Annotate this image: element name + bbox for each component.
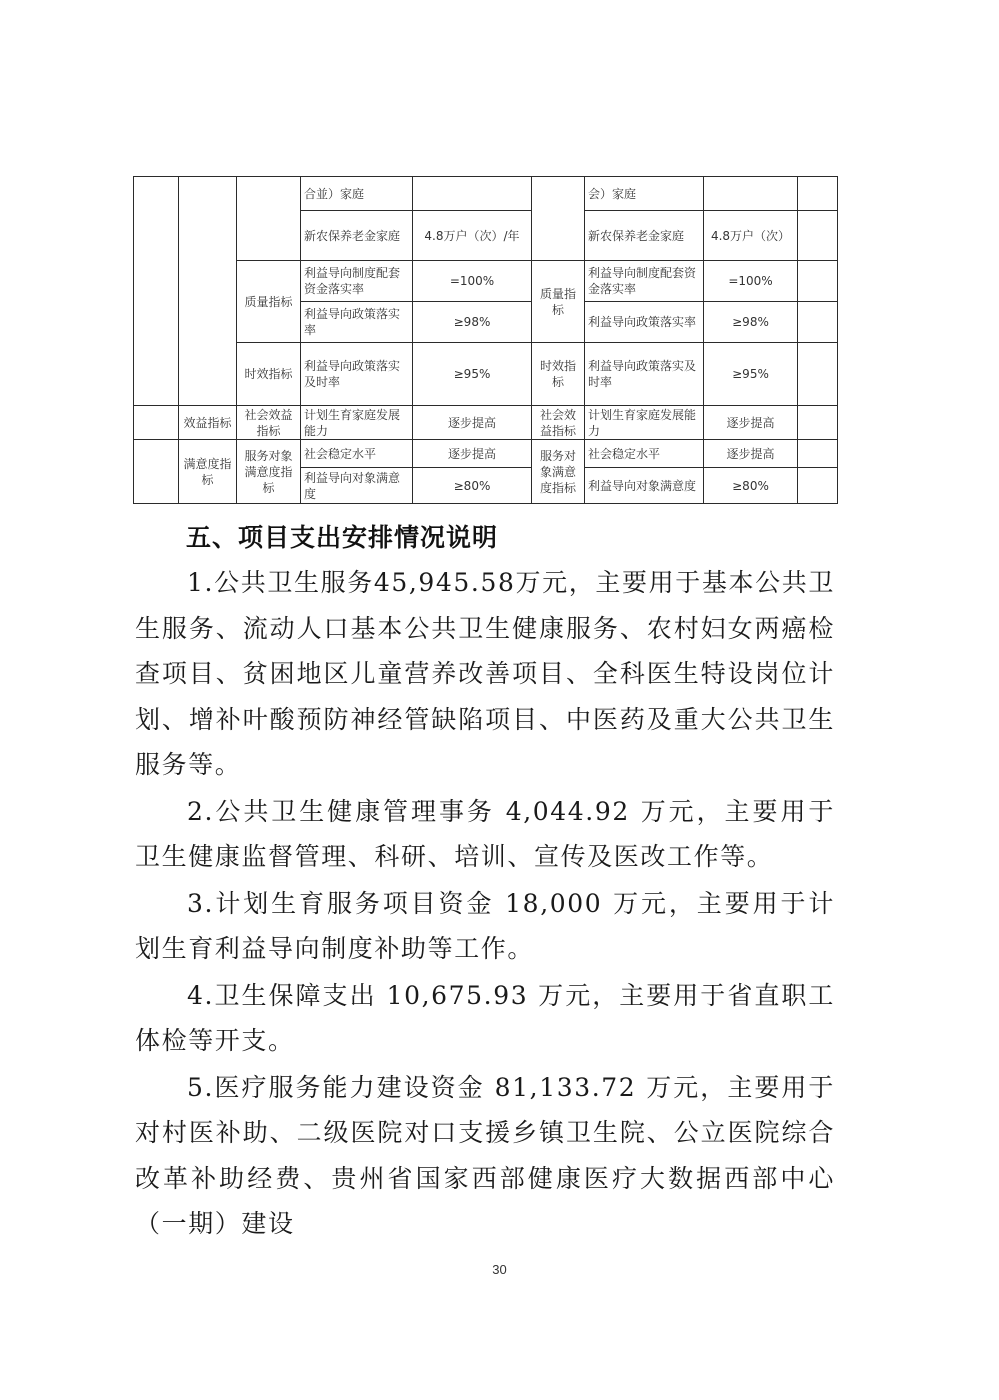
table-cell: 质量指标: [237, 261, 301, 343]
table-cell: [798, 302, 838, 343]
table-cell: 合並）家庭: [301, 177, 413, 211]
table-cell: 社会稳定水平: [301, 440, 413, 468]
body-text: [135, 560, 835, 1248]
page-number: 30: [492, 1262, 507, 1277]
table-cell: 利益导向制度配套资金落实率: [585, 261, 704, 302]
table-cell: ≥80%: [704, 468, 798, 504]
table-cell: 利益导向制度配套资金落实率: [301, 261, 413, 302]
table-cell: 社会效益指标: [532, 406, 585, 440]
table-cell: 服务对象满意度指标: [237, 440, 301, 504]
table-cell: 时效指标: [532, 343, 585, 406]
table-cell: 会）家庭: [585, 177, 704, 211]
table-cell: [413, 177, 532, 211]
table-cell: 计划生育家庭发展能力: [585, 406, 704, 440]
table-cell: 新农保养老金家庭: [585, 211, 704, 261]
table-cell: [798, 440, 838, 468]
table-cell: [532, 177, 585, 261]
table-cell: 计划生育家庭发展能力: [301, 406, 413, 440]
table-row: [134, 343, 838, 406]
table-cell: 利益导向政策落实率: [585, 302, 704, 343]
table-cell: ≥95%: [704, 343, 798, 406]
table-cell: [237, 177, 301, 261]
table-cell: 逐步提高: [413, 440, 532, 468]
table-cell: 满意度指标: [179, 440, 237, 504]
table-cell: 利益导向对象满意度: [301, 468, 413, 504]
table-cell: ≥98%: [704, 302, 798, 343]
table-cell: [798, 261, 838, 302]
paragraph: 4.卫生保障支出 10,675.93 万元，主要用于省直职工体检等开支。: [135, 980, 835, 1055]
paragraph: 2.公共卫生健康管理事务 4,044.92 万元，主要用于卫生健康监督管理、科研、培训、宣传及医改工作等。: [135, 796, 835, 871]
table-row: [134, 177, 838, 211]
table-cell: [179, 177, 237, 406]
table-row: [134, 261, 838, 302]
paragraph: 3.计划生育服务项目资金 18,000 万元，主要用于计划生育利益导向制度补助等工作。: [135, 888, 835, 963]
table-cell: 利益导向政策落实及时率: [301, 343, 413, 406]
performance-indicator-table: [133, 176, 838, 504]
table-cell: [798, 343, 838, 406]
table-cell: [134, 177, 179, 406]
table-cell: ≥95%: [413, 343, 532, 406]
table-cell: 利益导向政策落实及时率: [585, 343, 704, 406]
table-row: [134, 440, 838, 468]
table-cell: [704, 177, 798, 211]
table-cell: 逐步提高: [413, 406, 532, 440]
table-cell: 时效指标: [237, 343, 301, 406]
table-cell: 质量指标: [532, 261, 585, 343]
table-cell: 社会效益指标: [237, 406, 301, 440]
section-heading: 五、项目支出安排情况说明: [186, 523, 499, 552]
table-cell: 新农保养老金家庭: [301, 211, 413, 261]
table-cell: [798, 211, 838, 261]
table-cell: ≥98%: [413, 302, 532, 343]
table-cell: 效益指标: [179, 406, 237, 440]
table-cell: 社会稳定水平: [585, 440, 704, 468]
paragraph: 5.医疗服务能力建设资金 81,133.72 万元，主要用于对村医补助、二级医院对口支援乡镇卫生院、公立医院综合改革补助经费、贵州省国家西部健康医疗大数据西部中心（一期）建设: [135, 1072, 835, 1238]
table-cell: =100%: [413, 261, 532, 302]
table-cell: [134, 406, 179, 440]
table-cell: [798, 468, 838, 504]
table-cell: [798, 406, 838, 440]
table-cell: 服务对象满意度指标: [532, 440, 585, 504]
table-cell: 逐步提高: [704, 440, 798, 468]
table-cell: =100%: [704, 261, 798, 302]
table-cell: 4.8万户（次）: [704, 211, 798, 261]
table-cell: [798, 177, 838, 211]
table-cell: 4.8万户（次）/年: [413, 211, 532, 261]
table-cell: 利益导向对象满意度: [585, 468, 704, 504]
table-cell: 利益导向政策落实率: [301, 302, 413, 343]
table-cell: [134, 440, 179, 504]
paragraph: 1.公共卫生服务45,945.58万元，主要用于基本公共卫生服务、流动人口基本公共卫生健康服务、农村妇女两癌检查项目、贫困地区儿童营养改善项目、全科医生特设岗位计划、增补叶酸预防神经管缺陷项目、中医药及重大公共卫生服务等。: [135, 568, 835, 779]
table-row: [134, 406, 838, 440]
table-cell: 逐步提高: [704, 406, 798, 440]
table-cell: ≥80%: [413, 468, 532, 504]
